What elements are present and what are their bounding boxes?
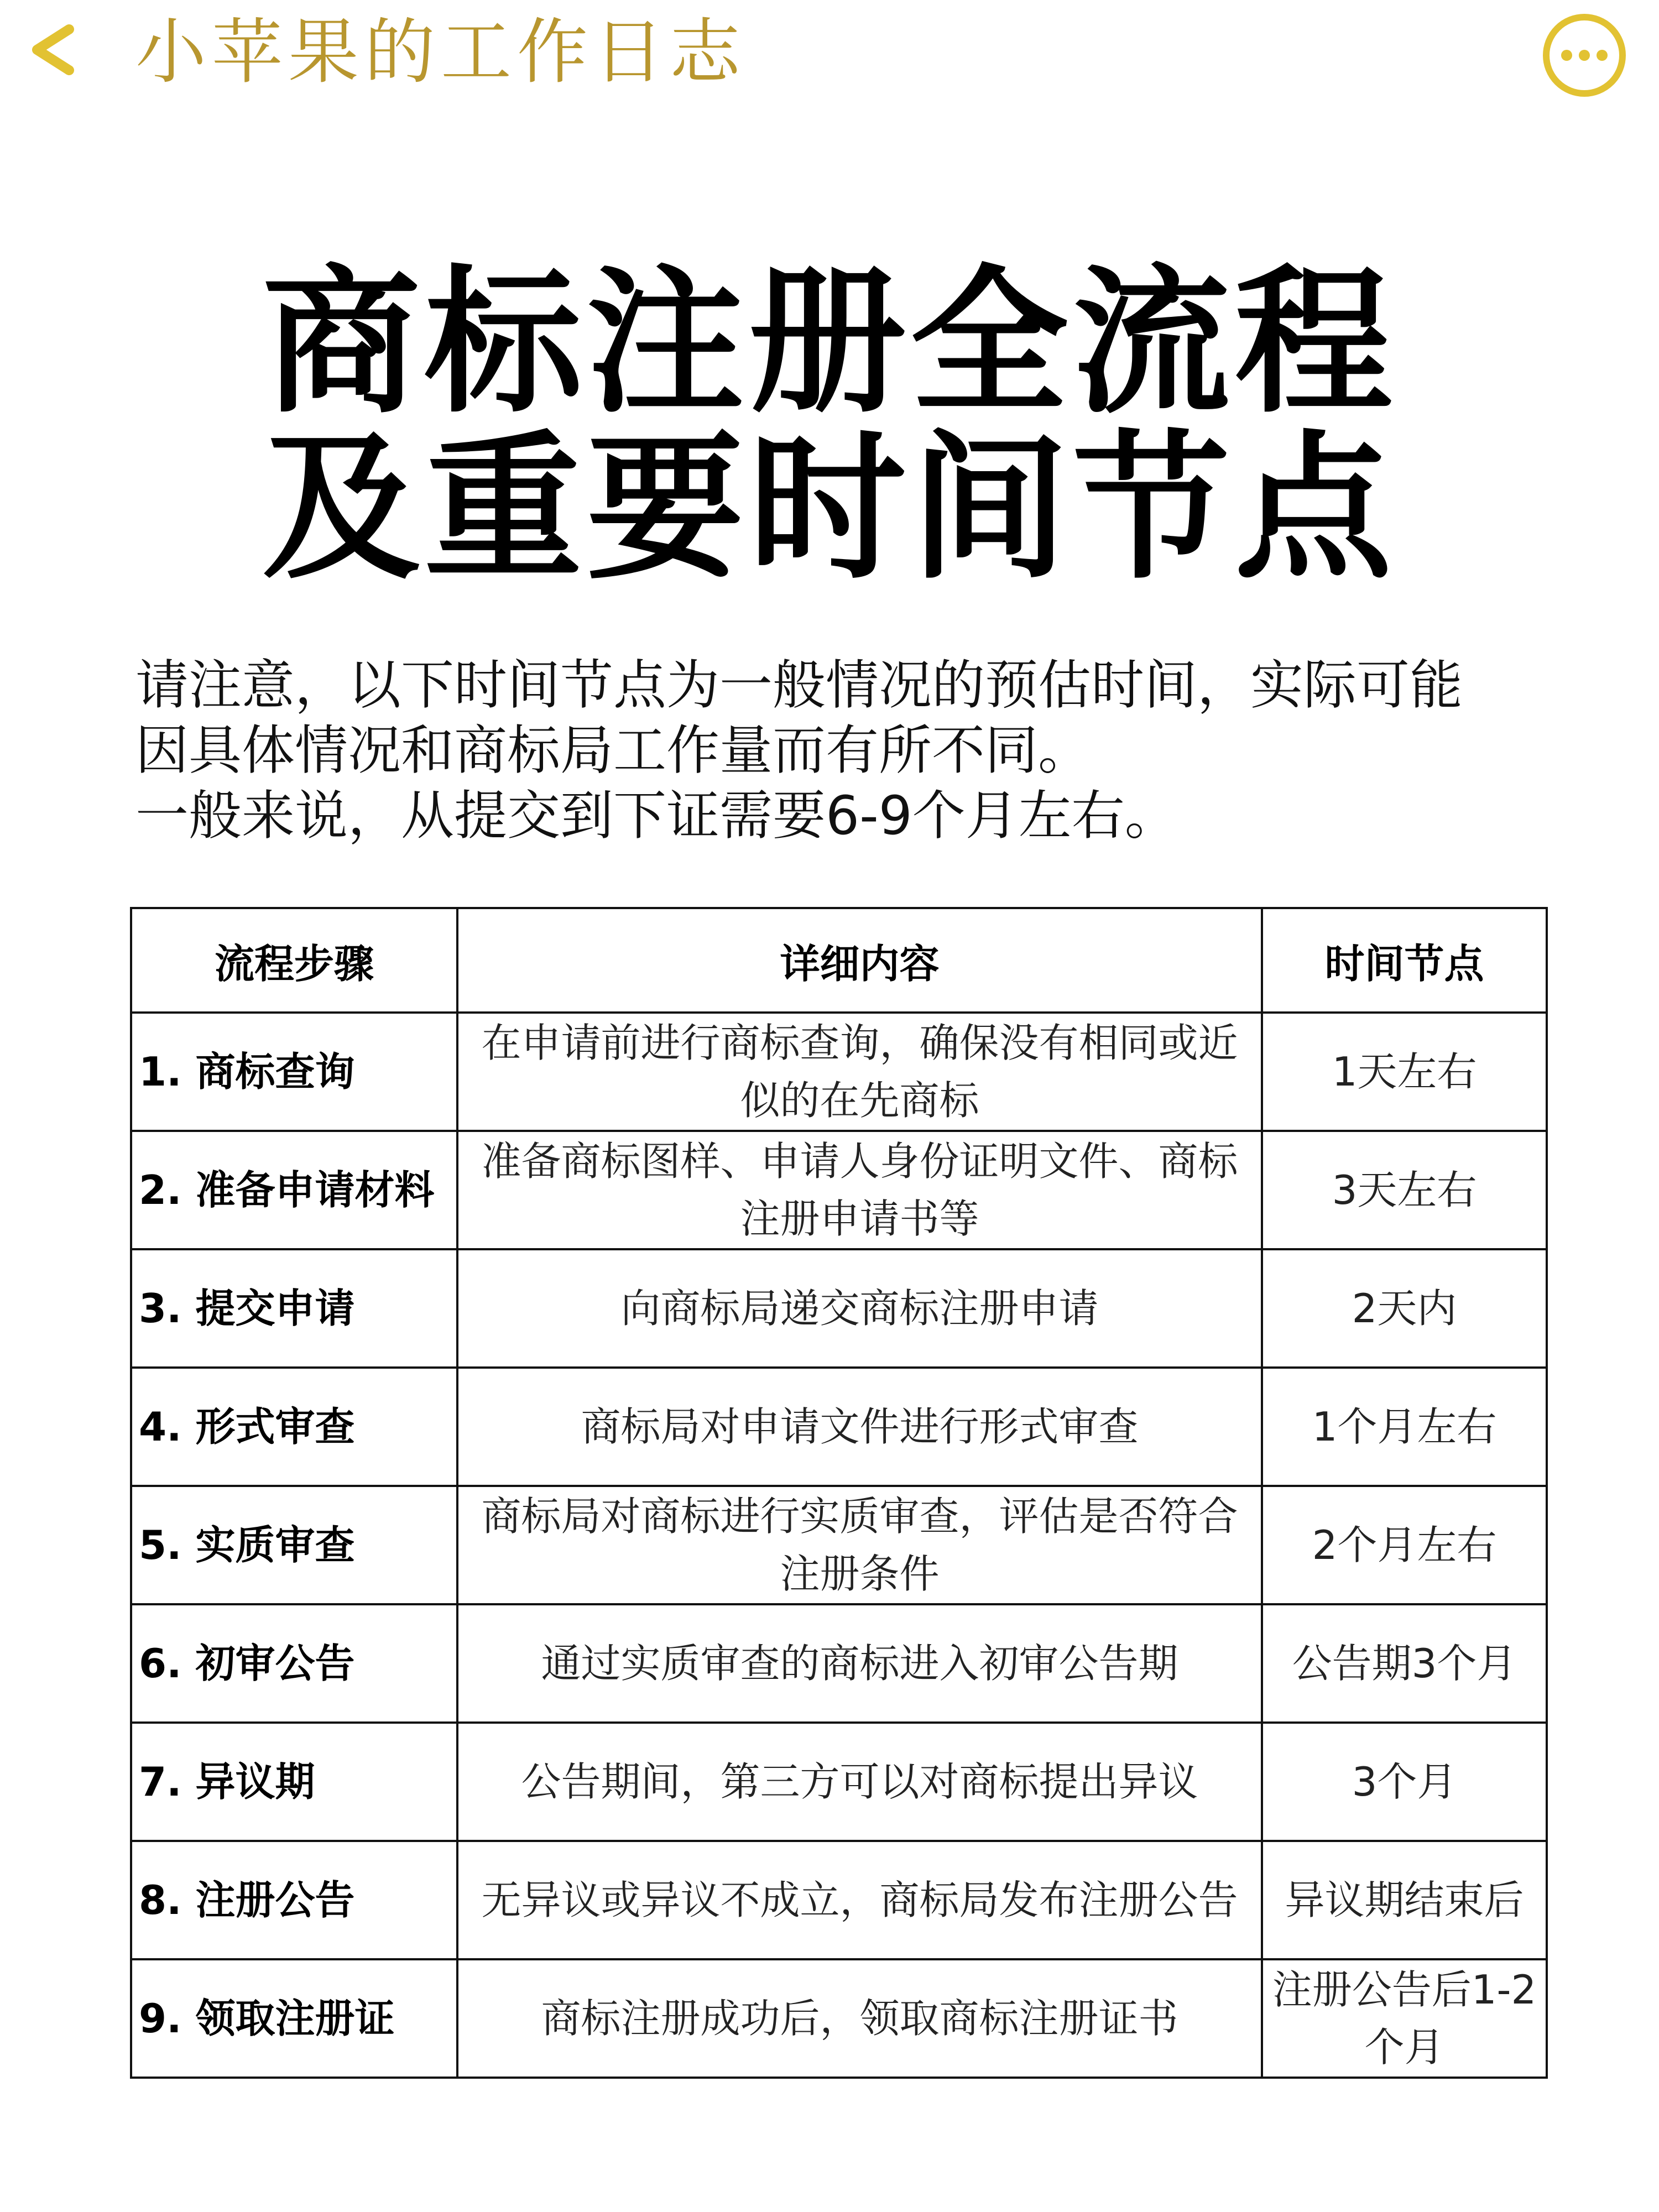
detail-cell: 商标局对申请文件进行形式审查 — [457, 1368, 1262, 1486]
table-row — [131, 1723, 1547, 1841]
detail-cell: 在申请前进行商标查询，确保没有相同或近似的在先商标 — [457, 1013, 1262, 1131]
more-horizontal-icon — [1597, 50, 1608, 61]
more-horizontal-icon — [1561, 50, 1572, 61]
step-cell: 7. 异议期 — [131, 1723, 457, 1841]
detail-cell: 向商标局递交商标注册申请 — [457, 1249, 1262, 1368]
table-row — [131, 1013, 1547, 1131]
table-row — [131, 1486, 1547, 1604]
detail-cell: 无异议或异议不成立，商标局发布注册公告 — [457, 1841, 1262, 1959]
page-title-line-1: 商标注册全流程 — [262, 251, 1397, 435]
step-cell: 5. 实质审查 — [131, 1486, 457, 1604]
blog-title: 小苹果的工作日志 — [135, 11, 747, 93]
detail-cell: 商标注册成功后，领取商标注册证书 — [457, 1959, 1262, 2078]
time-cell: 1天左右 — [1262, 1013, 1547, 1131]
time-cell: 异议期结束后 — [1262, 1841, 1547, 1959]
step-cell: 3. 提交申请 — [131, 1249, 457, 1368]
notice-line-1: 请注意，以下时间节点为一般情况的预估时间，实际可能 — [135, 654, 1463, 716]
step-cell: 9. 领取注册证 — [131, 1959, 457, 2078]
step-cell: 8. 注册公告 — [131, 1841, 457, 1959]
page-title-line-2: 及重要时间节点 — [262, 417, 1397, 601]
time-cell: 注册公告后1-2个月 — [1262, 1959, 1547, 2078]
time-cell: 1个月左右 — [1262, 1368, 1547, 1486]
detail-cell: 准备商标图样、申请人身份证明文件、商标注册申请书等 — [457, 1131, 1262, 1249]
table-row — [131, 1959, 1547, 2078]
process-table — [130, 907, 1548, 2079]
step-cell: 4. 形式审查 — [131, 1368, 457, 1486]
time-cell: 公告期3个月 — [1262, 1604, 1547, 1723]
table-row — [131, 1841, 1547, 1959]
time-cell: 2个月左右 — [1262, 1486, 1547, 1604]
top-bar — [0, 0, 1659, 111]
detail-cell: 商标局对商标进行实质审查，评估是否符合注册条件 — [457, 1486, 1262, 1604]
detail-cell: 通过实质审查的商标进入初审公告期 — [457, 1604, 1262, 1723]
table-row — [131, 1249, 1547, 1368]
notice-line-2: 因具体情况和商标局工作量而有所不同。 — [135, 719, 1091, 781]
time-cell: 2天内 — [1262, 1249, 1547, 1368]
time-cell: 3天左右 — [1262, 1131, 1547, 1249]
step-cell: 6. 初审公告 — [131, 1604, 457, 1723]
detail-cell: 公告期间，第三方可以对商标提出异议 — [457, 1723, 1262, 1841]
table-row — [131, 1604, 1547, 1723]
more-horizontal-icon — [1579, 50, 1590, 61]
table-row — [131, 1131, 1547, 1249]
notice-text — [135, 653, 1551, 848]
step-cell: 2. 准备申请材料 — [131, 1131, 457, 1249]
column-header-detail: 详细内容 — [457, 908, 1262, 1013]
page-title — [0, 251, 1659, 601]
table-row — [131, 1368, 1547, 1486]
column-header-time: 时间节点 — [1262, 908, 1547, 1013]
time-cell: 3个月 — [1262, 1723, 1547, 1841]
step-cell: 1. 商标查询 — [131, 1013, 457, 1131]
notice-line-3: 一般来说，从提交到下证需要6-9个月左右。 — [135, 785, 1178, 847]
back-button[interactable] — [22, 11, 83, 88]
more-options-button[interactable] — [1543, 14, 1626, 97]
chevron-left-icon — [25, 19, 80, 80]
table-header-row — [131, 908, 1547, 1013]
column-header-step: 流程步骤 — [131, 908, 457, 1013]
